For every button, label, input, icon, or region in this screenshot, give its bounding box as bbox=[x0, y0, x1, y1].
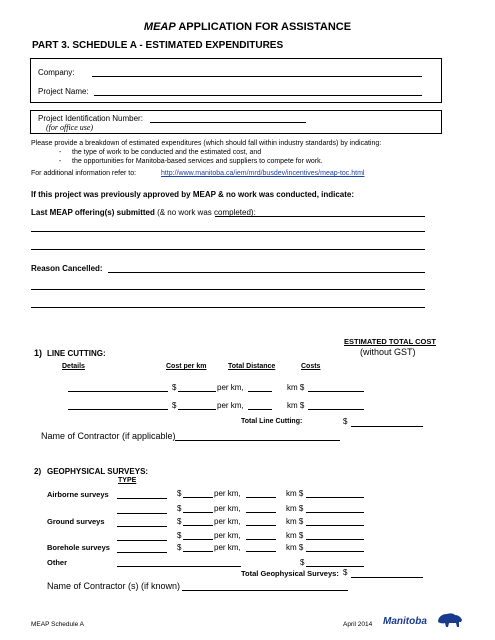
instructions-bullet-2: the opportunities for Manitoba-based services and suppliers to compete for work. bbox=[72, 158, 323, 165]
ground-type-field-2[interactable] bbox=[117, 540, 167, 541]
airborne2-distance[interactable] bbox=[246, 512, 276, 513]
prior-heading: If this project was previously approved by MEAP & no work was conducted, indicate: bbox=[31, 190, 355, 199]
project-id-field[interactable] bbox=[150, 122, 306, 123]
other-cost-total[interactable] bbox=[306, 566, 364, 567]
col-total-distance: Total Distance bbox=[228, 363, 276, 370]
manitoba-logo-text: Manitoba bbox=[383, 616, 427, 627]
last-offering-bold: Last MEAP offering(s) submitted bbox=[31, 208, 155, 217]
footer-left: MEAP Schedule A bbox=[31, 621, 84, 628]
ground2-per-km: per km, bbox=[214, 531, 241, 540]
company-label: Company: bbox=[38, 68, 75, 77]
lc-row1-cost-total[interactable] bbox=[308, 391, 364, 392]
total-geophysical-field[interactable] bbox=[351, 577, 423, 578]
borehole-per-km: per km, bbox=[214, 543, 241, 552]
lc-contractor-label: Name of Contractor (if applicable) bbox=[41, 431, 176, 441]
total-geophysical-dollar: $ bbox=[343, 568, 348, 577]
borehole-dollar: $ bbox=[177, 543, 182, 552]
lc-row2-distance[interactable] bbox=[248, 409, 272, 410]
airborne-dollar: $ bbox=[177, 489, 182, 498]
ground2-cost[interactable] bbox=[183, 539, 213, 540]
total-line-cutting-field[interactable] bbox=[351, 426, 423, 427]
project-name-label: Project Name: bbox=[38, 87, 89, 96]
airborne-label: Airborne surveys bbox=[47, 490, 109, 499]
other-label: Other bbox=[47, 558, 68, 567]
reason-cancelled-field[interactable] bbox=[108, 272, 425, 273]
reason-cancelled-label: Reason Cancelled: bbox=[31, 264, 103, 273]
estimated-total-cost-heading: ESTIMATED TOTAL COST bbox=[344, 337, 436, 346]
airborne-cost[interactable] bbox=[183, 497, 213, 498]
airborne-km: km $ bbox=[286, 489, 304, 498]
ground-per-km: per km, bbox=[214, 517, 241, 526]
ground2-km: km $ bbox=[286, 531, 304, 540]
ground-distance[interactable] bbox=[246, 525, 276, 526]
airborne2-dollar: $ bbox=[177, 504, 182, 513]
lc-row1-per-km: per km, bbox=[217, 383, 244, 392]
borehole-distance[interactable] bbox=[246, 551, 276, 552]
lc-row2-cost-total[interactable] bbox=[308, 409, 364, 410]
lc-row1-km: km $ bbox=[287, 383, 305, 392]
col-details: Details bbox=[62, 363, 85, 370]
last-offering-line-2[interactable] bbox=[31, 231, 425, 232]
total-line-cutting-dollar: $ bbox=[343, 417, 348, 426]
lc-row2-details[interactable] bbox=[68, 409, 168, 410]
airborne2-cost-total[interactable] bbox=[306, 512, 364, 513]
part-heading: PART 3. SCHEDULE A - ESTIMATED EXPENDITURES bbox=[32, 40, 284, 51]
title-meap: MEAP bbox=[143, 21, 176, 33]
lc-row2-dollar: $ bbox=[172, 401, 177, 410]
section-2-number: 2) bbox=[34, 467, 42, 476]
ground-cost-total[interactable] bbox=[306, 525, 364, 526]
project-id-label: Project Identification Number: bbox=[38, 114, 143, 123]
type-label: TYPE bbox=[118, 477, 137, 484]
airborne2-per-km: per km, bbox=[214, 504, 241, 513]
borehole-cost[interactable] bbox=[183, 551, 213, 552]
footer-date: April 2014 bbox=[343, 621, 373, 628]
airborne2-km: km $ bbox=[286, 504, 304, 513]
ground-label: Ground surveys bbox=[47, 517, 105, 526]
lc-row2-km: km $ bbox=[287, 401, 305, 410]
borehole-km: km $ bbox=[286, 543, 304, 552]
section-1-number: 1) bbox=[34, 348, 43, 358]
col-cost-per-km: Cost per km bbox=[166, 363, 207, 370]
ground2-cost-total[interactable] bbox=[306, 539, 364, 540]
airborne2-cost[interactable] bbox=[183, 512, 213, 513]
company-box bbox=[30, 58, 442, 103]
total-line-cutting-label: Total Line Cutting: bbox=[241, 418, 303, 425]
airborne-type-field[interactable] bbox=[117, 498, 167, 499]
lc-row1-dollar: $ bbox=[172, 383, 177, 392]
line-cutting-title: LINE CUTTING: bbox=[47, 349, 106, 358]
ground-km: km $ bbox=[286, 517, 304, 526]
manitoba-logo bbox=[383, 616, 427, 627]
lc-row1-cost[interactable] bbox=[178, 391, 216, 392]
lc-contractor-field[interactable] bbox=[175, 440, 340, 441]
other-type-field[interactable] bbox=[117, 566, 241, 567]
col-costs: Costs bbox=[301, 363, 321, 370]
lc-row2-per-km: per km, bbox=[217, 401, 244, 410]
last-offering-field[interactable] bbox=[215, 216, 425, 217]
borehole-cost-total[interactable] bbox=[306, 551, 364, 552]
airborne-type-field-2[interactable] bbox=[117, 513, 167, 514]
airborne-per-km: per km, bbox=[214, 489, 241, 498]
borehole-label: Borehole surveys bbox=[47, 543, 110, 552]
company-field[interactable] bbox=[92, 76, 422, 77]
ground2-distance[interactable] bbox=[246, 539, 276, 540]
ground-cost[interactable] bbox=[183, 525, 213, 526]
geo-contractor-label: Name of Contractor (s) (if known) bbox=[47, 581, 181, 591]
lc-row1-distance[interactable] bbox=[248, 391, 272, 392]
last-offering-rest: (& no work was completed): bbox=[154, 208, 256, 217]
last-offering-line-3[interactable] bbox=[31, 249, 425, 250]
reason-line-3[interactable] bbox=[31, 307, 425, 308]
airborne-cost-total[interactable] bbox=[306, 497, 364, 498]
office-use-note: (for office use) bbox=[46, 123, 94, 132]
reason-line-2[interactable] bbox=[31, 289, 425, 290]
info-label: For additional information refer to: bbox=[31, 170, 137, 177]
borehole-type-field[interactable] bbox=[117, 552, 167, 553]
project-name-field[interactable] bbox=[94, 95, 422, 96]
info-link[interactable]: http://www.manitoba.ca/iem/mrd/busdev/incentives/meap-toc.html bbox=[161, 170, 365, 177]
bullet-dash-2: - bbox=[59, 158, 62, 165]
geo-contractor-field[interactable] bbox=[182, 590, 348, 591]
lc-row2-cost[interactable] bbox=[178, 409, 216, 410]
bullet-dash-1: - bbox=[59, 149, 62, 156]
other-dollar: $ bbox=[300, 558, 305, 567]
total-geophysical-label: Total Geophysical Surveys: bbox=[241, 569, 339, 578]
title-rest: APPLICATION FOR ASSISTANCE bbox=[175, 21, 352, 33]
instructions-intro: Please provide a breakdown of estimated expenditures (which should fall within industry standards) by indicating: bbox=[31, 140, 382, 147]
document-title bbox=[0, 21, 495, 33]
bison-icon bbox=[435, 610, 465, 630]
without-gst-note: (without GST) bbox=[360, 347, 416, 357]
ground-type-field[interactable] bbox=[117, 526, 167, 527]
instructions-bullet-1: the type of work to be conducted and the estimated cost, and bbox=[72, 149, 262, 156]
airborne-distance[interactable] bbox=[246, 497, 276, 498]
lc-row1-details[interactable] bbox=[68, 391, 168, 392]
ground-dollar: $ bbox=[177, 517, 182, 526]
geophysical-title: GEOPHYSICAL SURVEYS: bbox=[47, 467, 149, 476]
ground2-dollar: $ bbox=[177, 531, 182, 540]
